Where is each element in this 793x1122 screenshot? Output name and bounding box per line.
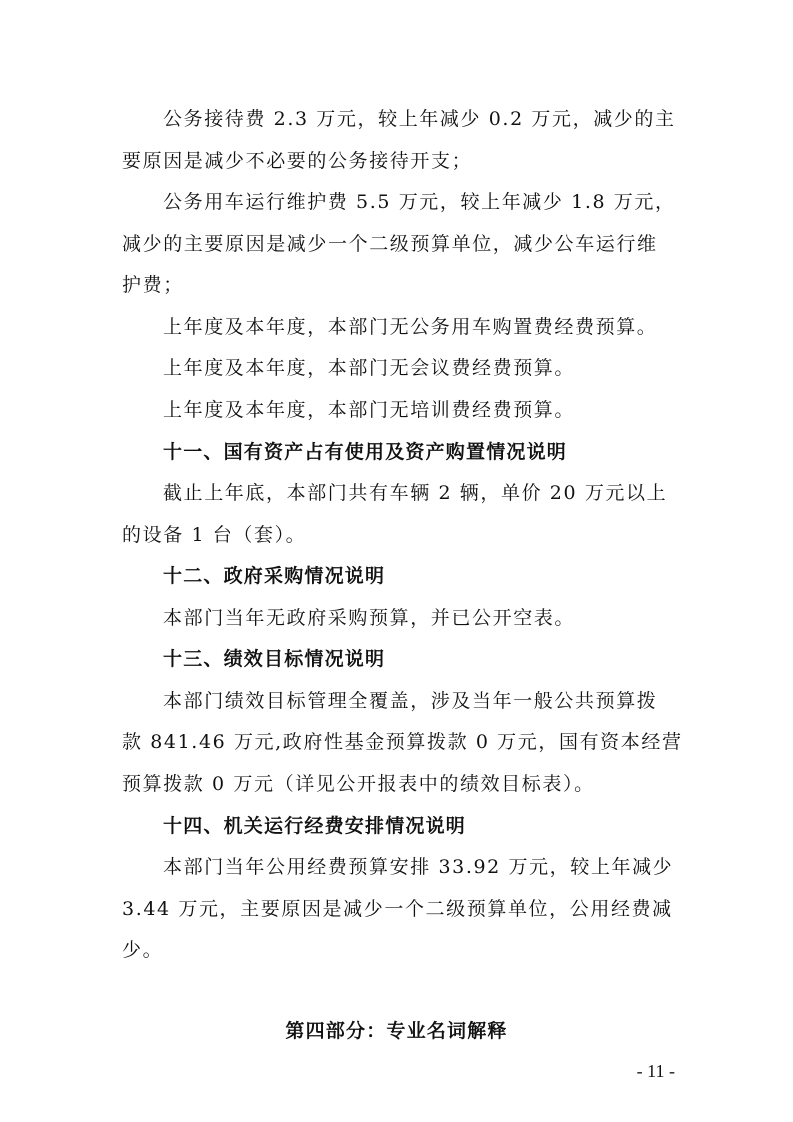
section-heading-assets: 十一、国有资产占有使用及资产购置情况说明 [163,441,568,463]
section-assets-line-2: 的设备 1 台（套）。 [122,524,307,546]
paragraph-vehicle-line-1: 公务用车运行维护费 5.5 万元，较上年减少 1.8 万元， [163,191,676,213]
section-procurement-line-1: 本部门当年无政府采购预算，并已公开空表。 [163,607,576,629]
part-title: 第四部分：专业名词解释 [285,1020,508,1042]
page-number: - 11 - [636,1061,675,1081]
section-operating-costs-line-2: 3.44 万元，主要原因是减少一个二级预算单位，公用经费减 [122,898,673,920]
section-operating-costs-line-1: 本部门当年公用经费预算安排 33.92 万元，较上年减少 [163,856,674,878]
section-heading-procurement: 十二、政府采购情况说明 [163,565,386,587]
paragraph-vehicle-line-2: 减少的主要原因是减少一个二级预算单位，减少公车运行维 [122,233,658,255]
paragraph-meeting-fee: 上年度及本年度，本部门无会议费经费预算。 [163,357,576,379]
section-assets-line-1: 截止上年底，本部门共有车辆 2 辆，单价 20 万元以上 [163,482,668,504]
section-performance-line-1: 本部门绩效目标管理全覆盖，涉及当年一般公共预算拨 [163,690,658,712]
section-heading-operating-costs: 十四、机关运行经费安排情况说明 [163,815,467,837]
paragraph-vehicle-line-3: 护费； [122,274,184,296]
paragraph-reception-line-2: 要原因是减少不必要的公务接待开支； [122,150,473,172]
section-performance-line-3: 预算拨款 0 万元（详见公开报表中的绩效目标表）。 [122,773,595,795]
section-performance-line-2: 款 841.46 万元,政府性基金预算拨款 0 万元，国有资本经营 [122,731,683,753]
section-operating-costs-line-3: 少。 [122,939,164,961]
paragraph-vehicle-purchase: 上年度及本年度，本部门无公务用车购置费经费预算。 [163,316,658,338]
section-heading-performance: 十三、绩效目标情况说明 [163,648,386,670]
paragraph-reception-line-1: 公务接待费 2.3 万元，较上年减少 0.2 万元，减少的主 [163,108,676,130]
paragraph-training-fee: 上年度及本年度，本部门无培训费经费预算。 [163,399,576,421]
